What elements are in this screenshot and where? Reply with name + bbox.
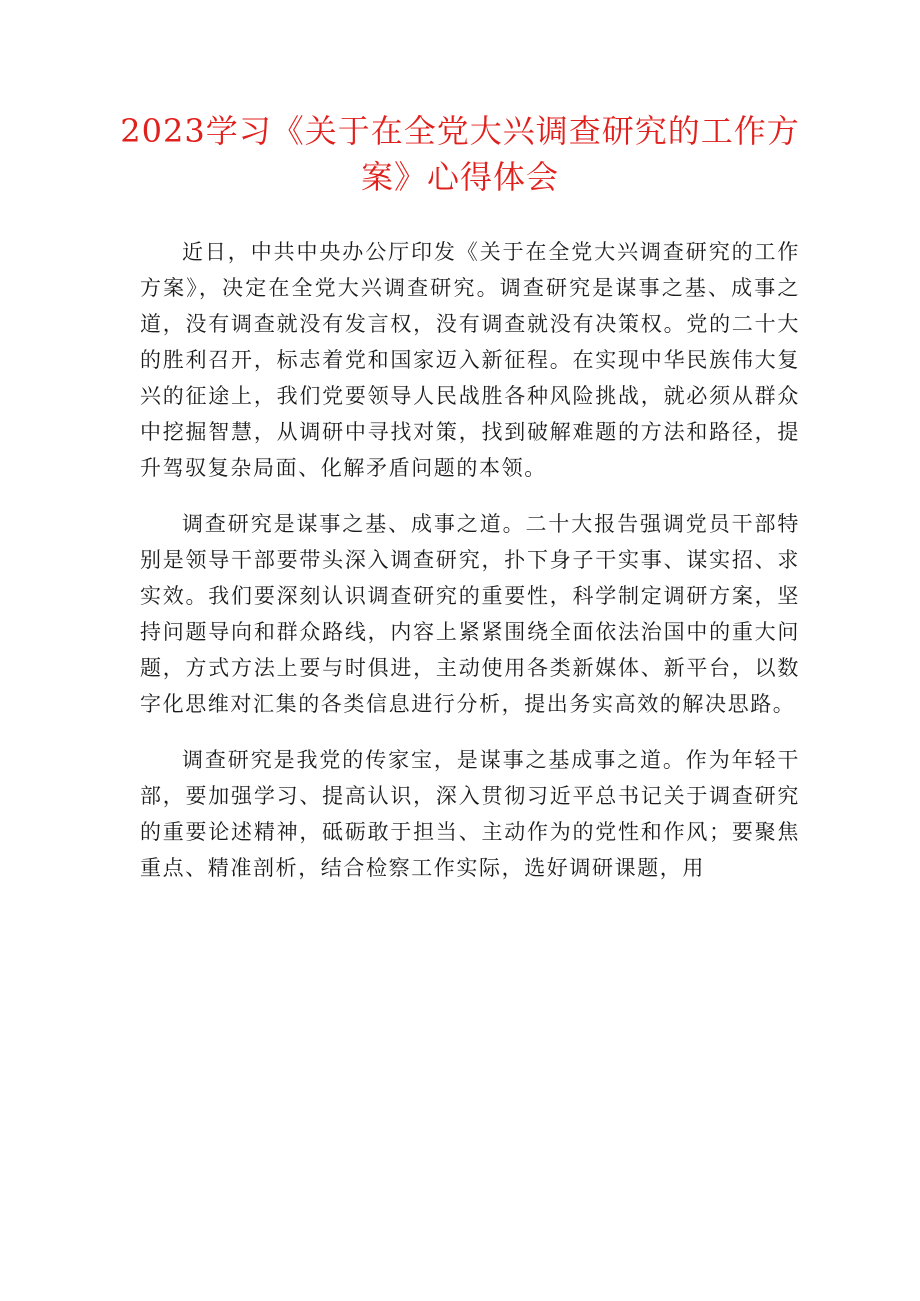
paragraph: 近日，中共中央办公厅印发《关于在全党大兴调查研究的工作方案》，决定在全党大兴调查研究。调查研究是谋事之基、成事之道，没有调查就没有发言权，没有调查就没有决策权。党的二十大的胜利召开，标志着党和国家迈入新征程。在实现中华民族伟大复兴的征途上，我们党要领导人民战胜各种风险挑战，就必须从群众中挖掘智慧，从调研中寻找对策，找到破解难题的方法和路径，提升驾驭复杂局面、化解矛盾问题的本领。 — [140, 240, 800, 480]
document-title: 2023学习《关于在全党大兴调查研究的工作方案》心得体会 — [120, 112, 800, 196]
paragraph: 调查研究是谋事之基、成事之道。二十大报告强调党员干部特别是领导干部要带头深入调查研究，扑下身子干实事、谋实招、求实效。我们要深刻认识调查研究的重要性，科学制定调研方案，坚持问题导向和群众路线，内容上紧紧围绕全面依法治国中的重大问题，方式方法上要与时俱进，主动使用各类新媒体、新平台，以数字化思维对汇集的各类信息进行分析，提出务实高效的解决思路。 — [140, 512, 800, 716]
document-body — [140, 234, 800, 906]
paragraph: 调查研究是我党的传家宝，是谋事之基成事之道。作为年轻干部，要加强学习、提高认识，深入贯彻习近平总书记关于调查研究的重要论述精神，砥砺敢于担当、主动作为的党性和作风；要聚焦重点、精准剖析，结合检察工作实际，选好调研课题，用 — [140, 748, 800, 880]
